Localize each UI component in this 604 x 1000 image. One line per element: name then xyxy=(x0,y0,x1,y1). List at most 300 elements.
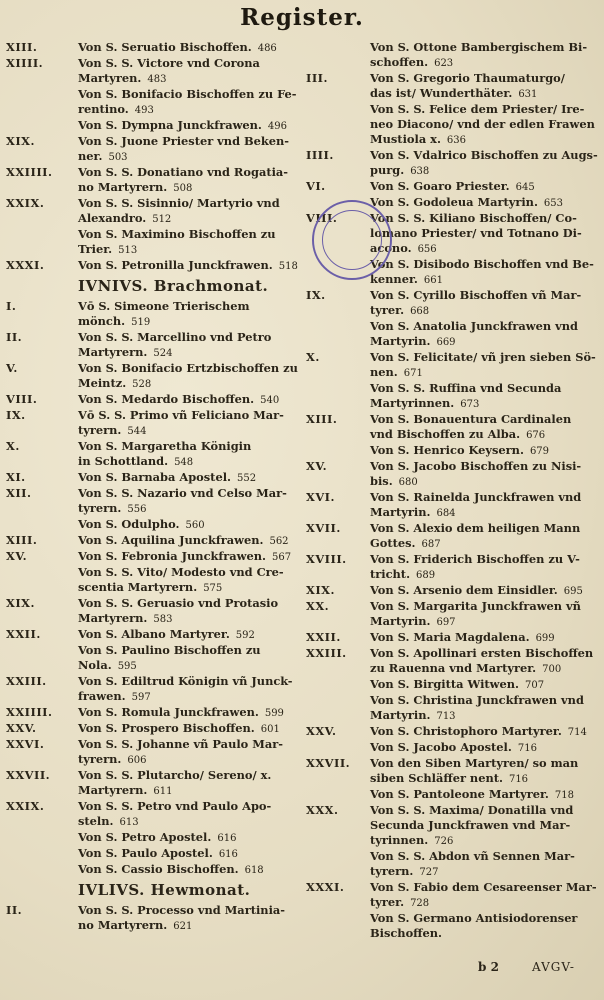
register-entry xyxy=(6,392,306,408)
saint-name: Von S. S. Abdon vñ Sennen Mar- tyrern. xyxy=(370,849,575,878)
day-numeral: V. xyxy=(6,361,18,375)
page-number: 699 xyxy=(535,633,555,644)
saint-name: Von S. Seruatio Bischoffen. xyxy=(78,40,252,54)
entry-text xyxy=(78,627,306,643)
register-entry xyxy=(306,490,602,521)
page-number: 524 xyxy=(153,348,173,359)
page-number: 552 xyxy=(236,473,257,484)
day-numeral: XV. xyxy=(6,549,28,563)
entry-text xyxy=(370,490,602,521)
register-entry xyxy=(306,288,602,319)
day-numeral: XXIX. xyxy=(6,196,45,210)
saint-name: Von S. S. Victore vnd Corona Martyren. xyxy=(78,56,260,85)
register-entry xyxy=(306,552,602,583)
register-entry xyxy=(6,721,306,737)
saint-name: Von S. S. Donatiano vnd Rogatia- no Martyrern. xyxy=(78,165,289,194)
day-numeral: XVIII. xyxy=(306,552,347,566)
right-column xyxy=(306,40,602,942)
page-number: 503 xyxy=(108,152,128,163)
day-numeral: II. xyxy=(6,330,23,344)
register-entry xyxy=(6,258,306,274)
entry-text xyxy=(78,549,306,565)
day-numeral: XV. xyxy=(306,459,328,473)
entry-text xyxy=(370,179,602,195)
entry-text xyxy=(370,630,602,646)
saint-name: Von S. Romula Junckfrawen. xyxy=(78,705,259,719)
saint-name: Von S. Fabio dem Cesareenser Mar- tyrer. xyxy=(370,880,597,909)
page-number: 621 xyxy=(173,921,193,932)
register-entry xyxy=(6,56,306,87)
day-numeral: XXVII. xyxy=(306,756,351,770)
saint-name: Von S. Barnaba Apostel. xyxy=(78,470,231,484)
entry-text xyxy=(370,724,602,740)
page-number: 544 xyxy=(127,426,147,437)
day-numeral: XXVI. xyxy=(6,737,45,751)
day-numeral: XI. xyxy=(6,470,26,484)
saint-name: Von S. S. Felice dem Priester/ Ire- neo Diacono/ vnd der edlen Frawen Mustiola x. xyxy=(370,102,595,146)
saint-name: Von S. S. Johanne vñ Paulo Mar- tyrern. xyxy=(78,737,283,766)
page-number: 700 xyxy=(542,664,562,675)
entry-text xyxy=(78,165,306,196)
page-number: 562 xyxy=(269,536,289,547)
saint-name: Von den Siben Martyren/ so man siben Schläffer nent. xyxy=(370,756,579,785)
day-numeral: XX. xyxy=(306,599,330,613)
entry-text xyxy=(78,486,306,517)
page-number: 697 xyxy=(436,617,456,628)
saint-name: Von S. Ottone Bambergischem Bi- schoffen. xyxy=(370,40,588,69)
saint-name: Von S. Bonifacio Ertzbischoffen zu Meintz. xyxy=(78,361,298,390)
saint-name: Von S. Odulpho. xyxy=(78,517,180,531)
page-number: 687 xyxy=(421,539,441,550)
day-numeral: XIII. xyxy=(6,533,38,547)
entry-text xyxy=(78,258,306,274)
page-number: 567 xyxy=(271,552,292,563)
entry-text xyxy=(78,134,306,165)
register-entry xyxy=(306,443,602,459)
page-number: 556 xyxy=(127,504,147,515)
entry-text xyxy=(370,740,602,756)
register-entry xyxy=(6,533,306,549)
day-numeral: XXXI. xyxy=(306,880,345,894)
page-number: 671 xyxy=(403,368,423,379)
day-numeral: IX. xyxy=(6,408,26,422)
entry-text xyxy=(370,381,602,412)
day-numeral: III. xyxy=(306,71,328,85)
page-number: 726 xyxy=(434,836,454,847)
day-numeral: XXIX. xyxy=(6,799,45,813)
saint-name: Von S. S. Vito/ Modesto vnd Cre- scentia Martyrern. xyxy=(78,565,284,594)
register-entry xyxy=(6,517,306,533)
page-number: 540 xyxy=(260,395,280,406)
page-number: 611 xyxy=(153,786,173,797)
page-number: 669 xyxy=(436,337,456,348)
register-entry xyxy=(306,787,602,803)
day-numeral: XXIIII. xyxy=(6,165,53,179)
day-numeral: XVI. xyxy=(306,490,335,504)
register-entry xyxy=(6,470,306,486)
saint-name: Von S. Germano Antisiodorenser Bischoffen. xyxy=(370,911,578,940)
register-entry xyxy=(6,134,306,165)
saint-name: Von S. Apollinari ersten Bischoffen zu Rauenna vnd Martyrer. xyxy=(370,646,594,675)
saint-name: Von S. Henrico Keysern. xyxy=(370,443,524,457)
register-entry xyxy=(306,646,602,677)
register-entry xyxy=(6,408,306,439)
entry-text xyxy=(370,148,602,179)
entry-text xyxy=(370,40,602,71)
day-numeral: I. xyxy=(6,299,17,313)
day-numeral: XXIIII. xyxy=(6,705,53,719)
page-number: 518 xyxy=(278,261,298,272)
saint-name: Von S. Maria Magdalena. xyxy=(370,630,530,644)
saint-name: Von S. Ediltrud Königin vñ Junck- frawen. xyxy=(78,674,293,703)
day-numeral: XXIII. xyxy=(306,646,347,660)
register-entry xyxy=(306,740,602,756)
month-header: IVLIVS. Hewmonat. xyxy=(78,881,251,899)
entry-text xyxy=(370,211,602,257)
page-number: 575 xyxy=(203,583,223,594)
entry-text xyxy=(78,643,306,674)
saint-name: Von S. Godoleua Martyrin. xyxy=(370,195,538,209)
page-number: 493 xyxy=(134,105,154,116)
day-numeral: XVII. xyxy=(306,521,341,535)
saint-name: Von S. Felicitate/ vñ jren sieben Sö- nen. xyxy=(370,350,596,379)
page-number: 638 xyxy=(410,166,430,177)
page-number: 496 xyxy=(267,121,287,132)
day-numeral: X. xyxy=(306,350,320,364)
register-entry xyxy=(6,165,306,196)
day-numeral: XXII. xyxy=(6,627,41,641)
left-column xyxy=(6,40,306,934)
entry-text xyxy=(370,195,602,211)
page-number: 616 xyxy=(217,833,237,844)
page-number: 713 xyxy=(436,711,456,722)
entry-text xyxy=(370,288,602,319)
page-title: Register. xyxy=(240,4,364,31)
library-stamp xyxy=(312,200,392,280)
day-numeral: XXII. xyxy=(306,630,341,644)
saint-name: Von S. S. Nazario vnd Celso Mar- tyrern. xyxy=(78,486,287,515)
saint-name: Von S. Rainelda Junckfrawen vnd Martyrin. xyxy=(370,490,582,519)
saint-name: Von S. Goaro Priester. xyxy=(370,179,510,193)
page-number: 636 xyxy=(446,135,467,146)
signature-mark: b 2 xyxy=(478,960,499,974)
entry-text xyxy=(78,299,306,330)
saint-name: Von S. Aquilina Junckfrawen. xyxy=(78,533,264,547)
page-number: 661 xyxy=(423,275,443,286)
saint-name: Von S. Albano Martyrer. xyxy=(78,627,230,641)
entry-text xyxy=(78,799,306,830)
entry-text xyxy=(370,911,602,942)
saint-name: Von S. Medardo Bischoffen. xyxy=(78,392,255,406)
page-number: 583 xyxy=(153,614,173,625)
entry-text xyxy=(78,470,306,486)
saint-name: Von S. Vdalrico Bischoffen zu Augs- purg. xyxy=(370,148,598,177)
entry-text xyxy=(370,677,602,693)
saint-name: Von S. Christina Junckfrawen vnd Martyrin. xyxy=(370,693,584,722)
saint-name: Von S. Febronia Junckfrawen. xyxy=(78,549,266,563)
register-entry xyxy=(6,299,306,330)
register-entry xyxy=(306,583,602,599)
register-entry xyxy=(6,705,306,721)
entry-text xyxy=(370,443,602,459)
entry-text xyxy=(78,674,306,705)
entry-text xyxy=(78,196,306,227)
page-number: 528 xyxy=(132,379,152,390)
saint-name: Von S. Christophoro Martyrer. xyxy=(370,724,562,738)
saint-name: Von S. S. Geruasio vnd Protasio Martyrern. xyxy=(78,596,279,625)
register-entry xyxy=(6,439,306,470)
entry-text xyxy=(370,756,602,787)
day-numeral: XIII. xyxy=(306,412,338,426)
entry-text xyxy=(78,87,306,118)
register-entry xyxy=(306,599,602,630)
entry-text xyxy=(78,533,306,549)
saint-name: Von S. Paulino Bischoffen zu Nola. xyxy=(78,643,261,672)
page-number: 716 xyxy=(517,743,537,754)
day-numeral: IIII. xyxy=(306,148,334,162)
register-entry xyxy=(6,227,306,258)
register-entry xyxy=(6,40,306,56)
entry-text xyxy=(370,849,602,880)
register-entry xyxy=(306,102,602,148)
register-entry xyxy=(306,849,602,880)
saint-name: Von S. S. Maxima/ Donatilla vnd Secunda Junckfrawen vnd Mar- tyrinnen. xyxy=(370,803,574,847)
register-entry xyxy=(306,677,602,693)
entry-text xyxy=(78,392,306,408)
page-number: 645 xyxy=(515,182,535,193)
saint-name: Von S. Margarita Junckfrawen vñ Martyrin. xyxy=(370,599,581,628)
entry-text xyxy=(78,40,306,56)
saint-name: Von S. Jacobo Bischoffen zu Nisi- bis. xyxy=(370,459,582,488)
page-number: 716 xyxy=(508,774,529,785)
saint-name: Von S. S. Marcellino vnd Petro Martyrern. xyxy=(78,330,272,359)
day-numeral: XIII. xyxy=(6,40,38,54)
page-number: 728 xyxy=(410,898,430,909)
register-entry xyxy=(6,196,306,227)
register-entry xyxy=(306,319,602,350)
register-entry xyxy=(6,643,306,674)
page-number: 486 xyxy=(257,43,277,54)
register-entry xyxy=(6,737,306,768)
entry-text xyxy=(370,319,602,350)
saint-name: Von S. Disibodo Bischoffen vnd Be- kenner. xyxy=(370,257,594,286)
register-entry xyxy=(306,71,602,102)
register-entry xyxy=(6,768,306,799)
saint-name: Von S. Bonifacio Bischoffen zu Fe- rentino. xyxy=(78,87,297,116)
page-number: 656 xyxy=(417,244,437,255)
entry-text xyxy=(78,439,306,470)
saint-name: Von S. Jacobo Apostel. xyxy=(370,740,512,754)
day-numeral: VIII. xyxy=(306,211,338,225)
entry-text xyxy=(78,118,306,134)
page-number: 727 xyxy=(419,867,439,878)
register-entry xyxy=(306,630,602,646)
saint-name: Von S. Prospero Bischoffen. xyxy=(78,721,255,735)
entry-text xyxy=(78,830,306,846)
saint-name: Von S. Gregorio Thaumaturgo/ das ist/ Wunderthäter. xyxy=(370,71,565,100)
entry-text xyxy=(370,583,602,599)
saint-name: Von S. Petro Apostel. xyxy=(78,830,212,844)
page-number: 613 xyxy=(119,817,139,828)
entry-text xyxy=(370,350,602,381)
day-numeral: XIX. xyxy=(6,596,35,610)
saint-name: Von S. Maximino Bischoffen zu Trier. xyxy=(78,227,276,256)
register-entry xyxy=(306,803,602,849)
register-entry xyxy=(306,459,602,490)
saint-name: Von S. Alexio dem heiligen Mann Gottes. xyxy=(370,521,581,550)
saint-name: Von S. Margaretha Königin in Schottland. xyxy=(78,439,252,468)
entry-text xyxy=(78,565,306,596)
saint-name: Vō S. Simeone Trierischem mönch. xyxy=(78,299,250,328)
register-entry xyxy=(306,40,602,71)
register-entry xyxy=(6,596,306,627)
entry-text xyxy=(370,646,602,677)
register-entry xyxy=(6,486,306,517)
page-number: 548 xyxy=(174,457,194,468)
saint-name: Von S. Paulo Apostel. xyxy=(78,846,213,860)
entry-text xyxy=(370,880,602,911)
page-number: 623 xyxy=(434,58,454,69)
register-entry xyxy=(6,87,306,118)
saint-name: Von S. S. Petro vnd Paulo Apo- steln. xyxy=(78,799,272,828)
register-entry xyxy=(306,724,602,740)
page-number: 513 xyxy=(118,245,138,256)
entry-text xyxy=(370,459,602,490)
day-numeral: XXV. xyxy=(6,721,37,735)
day-numeral: VI. xyxy=(306,179,326,193)
page-number: 618 xyxy=(244,865,264,876)
saint-name: Von S. Arsenio dem Einsidler. xyxy=(370,583,558,597)
entry-text xyxy=(78,517,306,533)
entry-text xyxy=(78,227,306,258)
day-numeral: XXV. xyxy=(306,724,337,738)
entry-text xyxy=(78,737,306,768)
register-entry xyxy=(306,521,602,552)
day-numeral: XIX. xyxy=(306,583,335,597)
entry-text xyxy=(78,721,306,737)
register-entry xyxy=(6,830,306,846)
entry-text xyxy=(78,330,306,361)
day-numeral: XXX. xyxy=(306,803,339,817)
page-number: 653 xyxy=(543,198,564,209)
page-number: 684 xyxy=(436,508,456,519)
saint-name: Vō S. S. Primo vñ Feliciano Mar- tyrern. xyxy=(78,408,284,437)
register-entry xyxy=(6,862,306,878)
entry-text xyxy=(370,257,602,288)
day-numeral: XII. xyxy=(6,486,32,500)
entry-text xyxy=(370,71,602,102)
entry-text xyxy=(370,412,602,443)
page-number: 676 xyxy=(526,430,546,441)
page-number: 718 xyxy=(554,790,574,801)
register-entry xyxy=(306,381,602,412)
entry-text xyxy=(370,102,602,148)
page-number: 668 xyxy=(410,306,430,317)
page-number: 606 xyxy=(127,755,147,766)
page-number: 679 xyxy=(529,446,550,457)
saint-name: Von S. Petronilla Junckfrawen. xyxy=(78,258,273,272)
register-entry xyxy=(306,148,602,179)
saint-name: Von S. S. Kiliano Bischoffen/ Co- lomano Priester/ vnd Totnano Di- acono. xyxy=(370,211,582,255)
register-entry xyxy=(6,903,306,934)
saint-name: Von S. Pantoleone Martyrer. xyxy=(370,787,549,801)
page-number: 519 xyxy=(131,317,151,328)
register-entry xyxy=(6,361,306,392)
day-numeral: IX. xyxy=(306,288,326,302)
register-entry xyxy=(6,627,306,643)
day-numeral: XIIII. xyxy=(6,56,44,70)
entry-text xyxy=(78,705,306,721)
register-entry xyxy=(6,549,306,565)
catchword: AVGV- xyxy=(532,960,575,974)
saint-name: Von S. Dympna Junckfrawen. xyxy=(78,118,262,132)
register-entry xyxy=(6,565,306,596)
page-number: 707 xyxy=(524,680,545,691)
entry-text xyxy=(370,521,602,552)
register-entry xyxy=(6,118,306,134)
saint-name: Von S. Anatolia Junckfrawen vnd Martyrin. xyxy=(370,319,578,348)
day-numeral: VIII. xyxy=(6,392,38,406)
saint-name: Von S. S. Processo vnd Martinia- no Martyrern. xyxy=(78,903,285,932)
month-header: IVNIVS. Brachmonat. xyxy=(78,277,269,295)
entry-text xyxy=(78,846,306,862)
page-number: 595 xyxy=(117,661,137,672)
entry-text xyxy=(78,903,306,934)
register-entry xyxy=(306,911,602,942)
register-entry xyxy=(6,674,306,705)
page-number: 689 xyxy=(416,570,436,581)
page-number: 597 xyxy=(131,692,151,703)
saint-name: Von S. Juone Priester vnd Beken- ner. xyxy=(78,134,290,163)
day-numeral: II. xyxy=(6,903,23,917)
entry-text xyxy=(78,596,306,627)
saint-name: Von S. Cyrillo Bischoffen vñ Mar- tyrer. xyxy=(370,288,582,317)
page-number: 483 xyxy=(147,74,167,85)
page-number: 592 xyxy=(235,630,255,641)
register-entry xyxy=(6,799,306,830)
page-number: 599 xyxy=(264,708,284,719)
entry-text xyxy=(370,787,602,803)
entry-text xyxy=(78,56,306,87)
page-number: 680 xyxy=(398,477,418,488)
register-entry xyxy=(6,846,306,862)
page-number: 616 xyxy=(218,849,238,860)
entry-text xyxy=(370,552,602,583)
register-entry xyxy=(306,350,602,381)
page-number: 512 xyxy=(152,214,172,225)
entry-text xyxy=(78,361,306,392)
saint-name: Von S. Friderich Bischoffen zu V- tricht. xyxy=(370,552,580,581)
page-number: 508 xyxy=(173,183,193,194)
entry-text xyxy=(78,408,306,439)
entry-text xyxy=(78,862,306,878)
entry-text xyxy=(370,803,602,849)
register-entry xyxy=(306,756,602,787)
register-entry xyxy=(6,330,306,361)
page-number: 714 xyxy=(567,727,587,738)
saint-name: Von S. S. Ruffina vnd Secunda Martyrinnen. xyxy=(370,381,562,410)
saint-name: Von S. Cassio Bischoffen. xyxy=(78,862,239,876)
entry-text xyxy=(78,768,306,799)
entry-text xyxy=(370,693,602,724)
day-numeral: XIX. xyxy=(6,134,35,148)
register-entry xyxy=(306,179,602,195)
saint-name: Von S. S. Plutarcho/ Sereno/ x. Martyrern. xyxy=(78,768,272,797)
saint-name: Von S. Birgitta Witwen. xyxy=(370,677,519,691)
saint-name: Von S. S. Sisinnio/ Martyrio vnd Alexandro. xyxy=(78,196,280,225)
page-number: 673 xyxy=(460,399,480,410)
day-numeral: XXVII. xyxy=(6,768,51,782)
